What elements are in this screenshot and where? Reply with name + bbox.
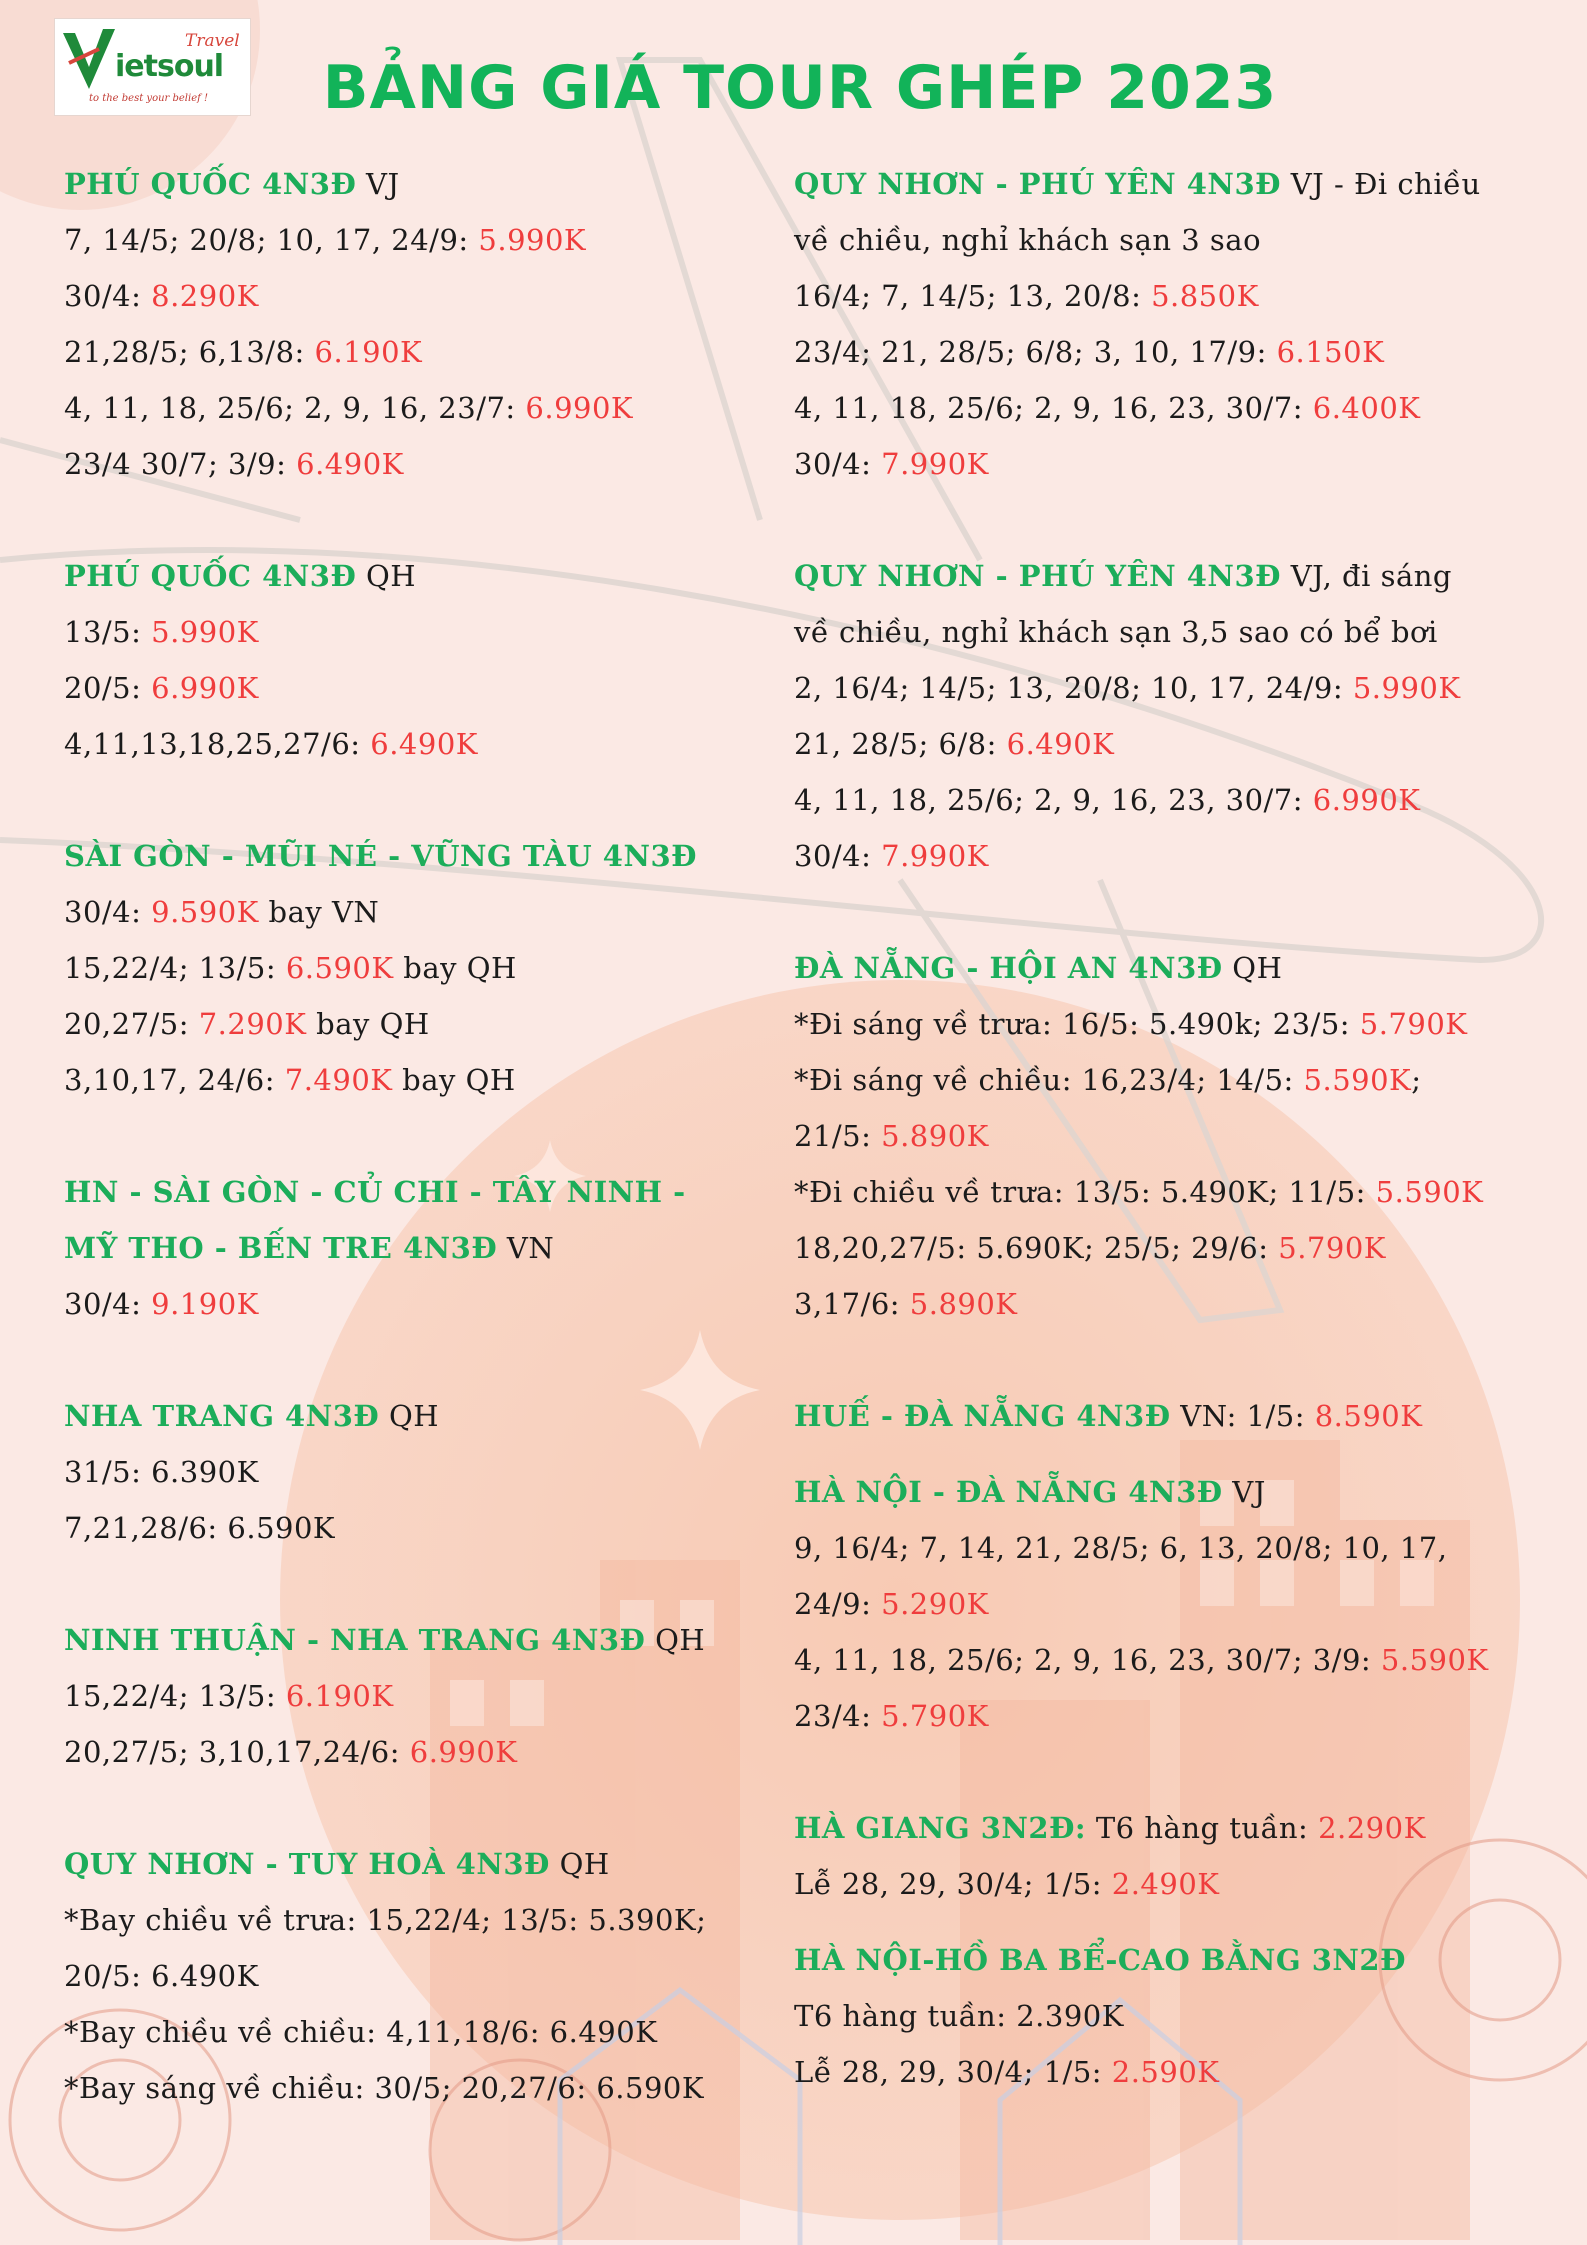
tour-dates: Lễ 28, 29, 30/4; 1/5: <box>794 1867 1112 1901</box>
tour-price: 6.990K <box>525 391 634 425</box>
tour-carrier: VJ - Đi chiều <box>1280 167 1481 201</box>
tour-price: 5.990K <box>151 615 259 649</box>
logo-v-mark-icon <box>59 23 119 93</box>
tour-price: 6.190K <box>285 1679 394 1713</box>
tour-dates: 15,22/4; 13/5: <box>64 1679 286 1713</box>
tour-note: về chiều, nghỉ khách sạn 3 sao <box>794 223 1262 257</box>
tour-heading: QUY NHƠN - TUY HOÀ 4N3Đ <box>64 1847 550 1881</box>
tour-heading: HÀ NỘI-HỒ BA BỂ-CAO BẰNG 3N2Đ <box>794 1943 1406 1977</box>
tour-block <box>64 1612 784 1780</box>
tour-dates: 18,20,27/5: 5.690K; 25/5; 29/6: <box>794 1231 1279 1265</box>
tour-price: 5.850K <box>1151 279 1259 313</box>
tour-dates: 24/9: <box>794 1587 882 1621</box>
tour-heading: HÀ NỘI - ĐÀ NẴNG 4N3Đ <box>794 1475 1223 1509</box>
tour-dates: 30/4: <box>794 839 882 873</box>
tour-block <box>794 156 1554 492</box>
tour-carrier: bay VN <box>258 895 380 929</box>
tour-dates: T6 hàng tuần: 2.390K <box>794 1999 1124 2033</box>
page-title: BẢNG GIÁ TOUR GHÉP 2023 <box>322 53 1278 123</box>
tour-price: 7.290K <box>198 1007 307 1041</box>
tour-price: 5.890K <box>909 1287 1018 1321</box>
tour-block <box>794 1464 1554 1744</box>
tour-dates: *Đi sáng về trưa: 16/5: 5.490k; 23/5: <box>794 1007 1360 1041</box>
logo-wordmark: ietsoul <box>115 49 224 84</box>
tour-dates: 21,28/5; 6,13/8: <box>64 335 315 369</box>
tour-dates: 15,22/4; 13/5: <box>64 951 286 985</box>
tour-heading: SÀI GÒN - MŨI NÉ - VŨNG TÀU 4N3Đ <box>64 839 698 873</box>
tour-heading: NHA TRANG 4N3Đ <box>64 1399 380 1433</box>
tour-dates: 4, 11, 18, 25/6; 2, 9, 16, 23, 30/7; 3/9: <box>794 1643 1381 1677</box>
tour-price: 9.190K <box>151 1287 259 1321</box>
tour-carrier: QH <box>356 559 417 593</box>
tour-dates: 20,27/5: <box>64 1007 199 1041</box>
tour-dates: *Bay sáng về chiều: 30/5; 20,27/6: 6.590K <box>64 2071 705 2105</box>
tour-price: 5.790K <box>1359 1007 1468 1041</box>
tour-dates: 7,21,28/6: 6.590K <box>64 1511 336 1545</box>
tour-block <box>794 548 1554 884</box>
tour-price: 5.990K <box>478 223 587 257</box>
tour-block <box>794 1388 1554 1444</box>
tour-price: 6.400K <box>1312 391 1421 425</box>
tour-dates: 21, 28/5; 6/8: <box>794 727 1007 761</box>
tour-price: 6.490K <box>296 447 404 481</box>
tour-heading: HÀ GIANG 3N2Đ: <box>794 1811 1087 1845</box>
tour-dates: 20/5: <box>64 671 152 705</box>
tour-price: 2.490K <box>1111 1867 1220 1901</box>
tour-dates: 31/5: 6.390K <box>64 1455 259 1489</box>
tour-price: 6.190K <box>314 335 423 369</box>
tour-dates: *Bay chiều về chiều: 4,11,18/6: 6.490K <box>64 2015 658 2049</box>
tour-dates: 30/4: <box>64 1287 152 1321</box>
tour-price: 5.290K <box>881 1587 989 1621</box>
tour-dates: 23/4; 21, 28/5; 6/8; 3, 10, 17/9: <box>794 335 1277 369</box>
tour-price: 8.290K <box>151 279 259 313</box>
tour-heading: PHÚ QUỐC 4N3Đ <box>64 167 357 201</box>
tour-dates: 23/4 30/7; 3/9: <box>64 447 297 481</box>
tour-dates: *Bay chiều về trưa: 15,22/4; 13/5: 5.390K; <box>64 1903 707 1937</box>
tour-price: 6.990K <box>151 671 259 705</box>
tour-block <box>794 1800 1554 1912</box>
tour-carrier: bay QH <box>392 1063 516 1097</box>
logo-tagline: to the best your belief ! <box>89 93 209 104</box>
tour-price: 7.990K <box>881 839 989 873</box>
tour-carrier: VJ <box>1222 1475 1266 1509</box>
tour-carrier: QH <box>1222 951 1283 985</box>
tour-dates: 30/4: <box>64 279 152 313</box>
tour-separator: ; <box>1411 1063 1422 1097</box>
tour-dates: Lễ 28, 29, 30/4; 1/5: <box>794 2055 1112 2089</box>
tour-dates: *Đi sáng về chiều: 16,23/4; 14/5: <box>794 1063 1304 1097</box>
tour-carrier: VJ <box>356 167 400 201</box>
tour-dates: 13/5: <box>64 615 152 649</box>
tour-price: 5.590K <box>1380 1643 1489 1677</box>
tour-carrier: VJ, đi sáng <box>1280 559 1452 593</box>
tour-dates: *Đi chiều về trưa: 13/5: 5.490K; 11/5: <box>794 1175 1376 1209</box>
tour-carrier: bay QH <box>306 1007 430 1041</box>
tour-carrier: QH <box>379 1399 440 1433</box>
tour-dates: 2, 16/4; 14/5; 13, 20/8; 10, 17, 24/9: <box>794 671 1353 705</box>
tour-block <box>64 1388 784 1556</box>
logo-script: Travel <box>185 31 240 51</box>
tour-block <box>794 1932 1554 2100</box>
tour-heading: MỸ THO - BẾN TRE 4N3Đ <box>64 1231 498 1265</box>
tour-heading: QUY NHƠN - PHÚ YÊN 4N3Đ <box>794 167 1281 201</box>
tour-dates: 7, 14/5; 20/8; 10, 17, 24/9: <box>64 223 479 257</box>
tour-price: 5.790K <box>881 1699 989 1733</box>
tour-block <box>64 548 784 772</box>
tour-dates: 9, 16/4; 7, 14, 21, 28/5; 6, 13, 20/8; 10, 17, <box>794 1531 1448 1565</box>
tour-dates: 3,10,17, 24/6: <box>64 1063 285 1097</box>
tour-heading: PHÚ QUỐC 4N3Đ <box>64 559 357 593</box>
tour-dates: 4, 11, 18, 25/6; 2, 9, 16, 23, 30/7: <box>794 391 1313 425</box>
tour-heading: HN - SÀI GÒN - CỦ CHI - TÂY NINH - <box>64 1175 686 1209</box>
tour-price: 6.490K <box>370 727 478 761</box>
tour-price: 7.990K <box>881 447 989 481</box>
tour-dates: 20,27/5; 3,10,17,24/6: <box>64 1735 410 1769</box>
tour-dates: 30/4: <box>64 895 152 929</box>
tour-price: 6.490K <box>1006 727 1115 761</box>
tour-block <box>794 940 1554 1332</box>
tour-dates: VN: 1/5: <box>1170 1399 1315 1433</box>
tour-price: 5.590K <box>1303 1063 1412 1097</box>
tour-dates: 4, 11, 18, 25/6; 2, 9, 16, 23/7: <box>64 391 526 425</box>
left-column <box>64 156 784 2172</box>
tour-dates: 23/4: <box>794 1699 882 1733</box>
tour-block <box>64 1164 784 1332</box>
tour-carrier: QH <box>549 1847 610 1881</box>
tour-carrier: QH <box>645 1623 706 1657</box>
tour-dates: 21/5: <box>794 1119 882 1153</box>
tour-dates: 4,11,13,18,25,27/6: <box>64 727 371 761</box>
tour-price: 5.590K <box>1375 1175 1484 1209</box>
tour-heading: ĐÀ NẴNG - HỘI AN 4N3Đ <box>794 951 1223 985</box>
tour-carrier: bay QH <box>393 951 517 985</box>
right-column <box>794 156 1554 2156</box>
tour-price: 2.290K <box>1318 1811 1426 1845</box>
tour-price: 5.790K <box>1278 1231 1386 1265</box>
tour-price: 6.990K <box>409 1735 518 1769</box>
tour-dates: T6 hàng tuần: <box>1086 1811 1319 1845</box>
tour-price: 6.590K <box>285 951 394 985</box>
tour-price: 5.890K <box>881 1119 989 1153</box>
tour-price: 9.590K <box>151 895 259 929</box>
brand-logo <box>54 18 251 116</box>
tour-dates: 16/4; 7, 14/5; 13, 20/8: <box>794 279 1152 313</box>
tour-price: 2.590K <box>1111 2055 1220 2089</box>
tour-block <box>64 156 784 492</box>
tour-dates: 3,17/6: <box>794 1287 910 1321</box>
tour-dates: 30/4: <box>794 447 882 481</box>
tour-price: 7.490K <box>284 1063 393 1097</box>
tour-dates: 4, 11, 18, 25/6; 2, 9, 16, 23, 30/7: <box>794 783 1313 817</box>
tour-block <box>64 1836 784 2116</box>
tour-price: 6.990K <box>1312 783 1421 817</box>
tour-note: về chiều, nghỉ khách sạn 3,5 sao có bể bơi <box>794 615 1438 649</box>
tour-block <box>64 828 784 1108</box>
tour-price: 8.590K <box>1314 1399 1423 1433</box>
tour-heading: QUY NHƠN - PHÚ YÊN 4N3Đ <box>794 559 1281 593</box>
tour-heading: HUẾ - ĐÀ NẴNG 4N3Đ <box>794 1399 1171 1433</box>
tour-price: 6.150K <box>1276 335 1385 369</box>
tour-dates: 20/5: 6.490K <box>64 1959 259 1993</box>
tour-heading: NINH THUẬN - NHA TRANG 4N3Đ <box>64 1623 646 1657</box>
tour-price: 5.990K <box>1352 671 1461 705</box>
tour-carrier: VN <box>497 1231 555 1265</box>
